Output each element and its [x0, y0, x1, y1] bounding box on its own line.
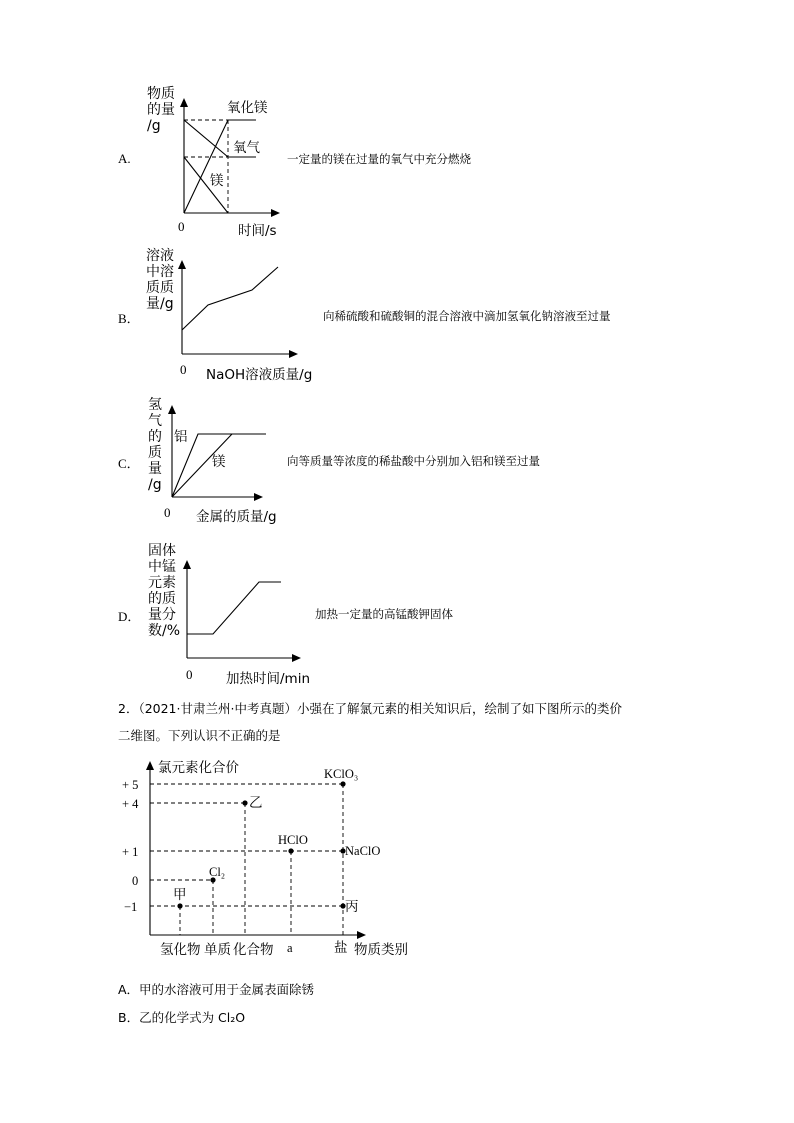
tick-minus1: −1	[124, 900, 138, 914]
option-b-letter: B．	[118, 311, 140, 326]
option-a-description: 一定量的镁在过量的氧气中充分燃烧	[287, 152, 471, 166]
label-aluminum: 铝	[174, 429, 188, 445]
category-compound: 化合物	[233, 942, 274, 958]
option-a-x-label: 时间/s	[238, 223, 277, 239]
option-d-origin: 0	[186, 667, 193, 682]
option-d-graph	[175, 555, 315, 665]
label-jia: 甲	[173, 887, 187, 903]
option-b-x-label: NaOH溶液质量/g	[206, 367, 313, 383]
y-axis-arrow	[178, 260, 186, 269]
label-oxygen: 氧气	[233, 140, 260, 156]
option-b-y-label: 溶液 中溶 质质 量/g	[146, 248, 174, 312]
tick-plus1: + 1	[122, 845, 139, 859]
valence-category-chart	[118, 755, 418, 960]
label-magnesium-oxide: 氧化镁	[227, 100, 268, 116]
tick-plus4: + 4	[122, 797, 139, 811]
tick-plus5: + 5	[122, 778, 139, 792]
option-a-origin: 0	[178, 219, 185, 234]
option-c-x-label: 金属的质量/g	[196, 509, 277, 525]
y-axis-title: 氯元素化合价	[158, 760, 239, 776]
question-2-line-2: 二维图。下列认识不正确的是	[118, 728, 281, 743]
point-kclo3	[340, 781, 345, 786]
x-axis-arrow	[357, 931, 366, 939]
option-b-origin: 0	[180, 362, 187, 377]
category-hydride: 氢化物	[160, 942, 201, 958]
x-axis-arrow	[254, 493, 263, 501]
x-axis-arrow	[271, 209, 280, 217]
option-a-letter: A.	[118, 151, 131, 166]
tick-zero: 0	[132, 874, 139, 888]
x-axis-arrow	[292, 654, 301, 662]
answer-b: B．乙的化学式为 Cl₂O	[118, 1010, 246, 1025]
option-a-graph	[170, 95, 290, 225]
option-d-y-label: 固体 中锰 元素 的质 量分 数/%	[148, 543, 181, 639]
category-salt: 盐	[334, 940, 348, 956]
option-c-description: 向等质量等浓度的稀盐酸中分别加入铝和镁至过量	[287, 454, 540, 468]
label-hclo: HClO	[278, 833, 308, 847]
category-a: a	[287, 941, 293, 955]
option-d-description: 加热一定量的高锰酸钾固体	[315, 607, 453, 621]
label-magnesium: 镁	[210, 173, 224, 189]
option-c-origin: 0	[164, 505, 171, 520]
option-b-description: 向稀硫酸和硫酸铜的混合溶液中滴加氢氧化钠溶液至过量	[323, 309, 611, 323]
point-jia	[177, 903, 182, 908]
option-c-graph	[160, 400, 280, 505]
y-axis-arrow	[168, 405, 176, 414]
option-a-y-label: 物质 的量 /g	[147, 86, 175, 134]
y-axis-arrow	[183, 560, 191, 569]
solute-mass-curve	[182, 267, 278, 330]
option-c-y-label: 氢 气 的 质 量 /g	[148, 397, 162, 493]
magnesium-oxide-curve	[184, 120, 256, 213]
label-magnesium: 镁	[212, 454, 226, 470]
option-d-letter: D．	[118, 609, 141, 624]
point-yi	[242, 800, 247, 805]
option-b-graph	[170, 255, 310, 360]
x-axis-arrow	[289, 350, 298, 358]
manganese-fraction-curve	[187, 582, 281, 634]
label-kclo3: KClO₃	[324, 767, 359, 781]
option-d-x-label: 加热时间/min	[226, 671, 311, 687]
answer-a: A．甲的水溶液可用于金属表面除锈	[118, 982, 315, 997]
category-element: 单质	[204, 942, 231, 958]
x-axis-title: 物质类别	[354, 942, 408, 958]
label-yi: 乙	[249, 795, 263, 811]
y-axis-arrow	[180, 98, 188, 107]
y-axis-arrow	[146, 761, 154, 770]
label-cl2: Cl₂	[209, 865, 226, 879]
label-bing: 丙	[345, 899, 359, 915]
question-2-line-1: 2．（2021·甘肃兰州·中考真题）小强在了解氯元素的相关知识后，绘制了如下图所示的类价	[118, 701, 622, 716]
point-hclo	[288, 848, 293, 853]
option-c-letter: C．	[118, 456, 140, 471]
label-naclo: NaClO	[345, 844, 381, 858]
